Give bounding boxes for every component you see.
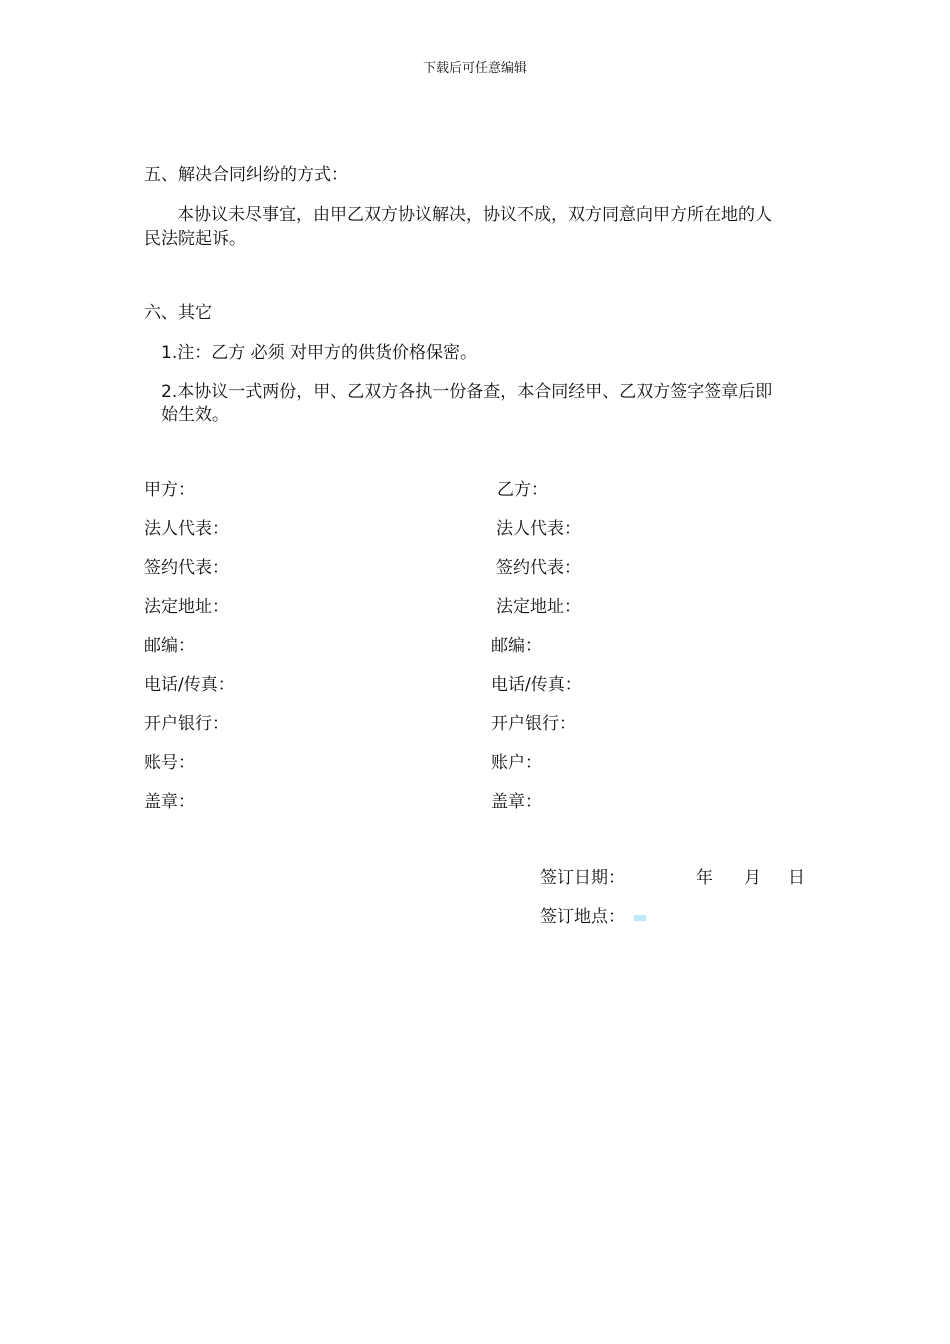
signing-day-label: 日 <box>788 868 805 888</box>
field-highlight-mark <box>634 915 646 921</box>
party-a-seal-label: 盖章： <box>144 792 195 812</box>
section6-item2-line2: 始生效。 <box>161 405 229 425</box>
party-b-account-label: 账户： <box>491 753 542 773</box>
section5-body-line1: 本协议未尽事宜，由甲乙双方协议解决，协议不成，双方同意向甲方所在地的人 <box>177 205 772 225</box>
party-b-signing-rep-label: 签约代表： <box>496 558 581 578</box>
party-b-postcode-label: 邮编： <box>491 636 542 656</box>
party-a-legal-rep-label: 法人代表： <box>144 519 229 539</box>
signing-month-label: 月 <box>744 868 761 888</box>
section5-body-line2: 民法院起诉。 <box>144 229 246 249</box>
party-a-signing-rep-label: 签约代表： <box>144 558 229 578</box>
party-b-bank-label: 开户银行： <box>491 714 576 734</box>
section5-heading: 五、解决合同纠纷的方式： <box>144 165 348 185</box>
party-a-address-label: 法定地址： <box>144 597 229 617</box>
signing-place-label: 签订地点： <box>540 907 625 927</box>
party-a-bank-label: 开户银行： <box>144 714 229 734</box>
party-a-name-label: 甲方： <box>144 480 195 500</box>
party-a-phone-fax-label: 电话/传真： <box>144 675 235 695</box>
party-b-seal-label: 盖章： <box>491 792 542 812</box>
party-b-legal-rep-label: 法人代表： <box>496 519 581 539</box>
section6-item2-line1: 2.本协议一式两份，甲、乙双方各执一份备查，本合同经甲、乙双方签字签章后即 <box>161 382 773 402</box>
signing-place-row <box>540 905 646 929</box>
section6-heading: 六、其它 <box>144 303 212 323</box>
party-b-phone-fax-label: 电话/传真： <box>491 675 582 695</box>
header-note: 下载后可任意编辑 <box>422 61 527 76</box>
section6-item1: 1.注：乙方 必须 对甲方的供货价格保密。 <box>161 343 478 363</box>
party-a-postcode-label: 邮编： <box>144 636 195 656</box>
party-a-account-label: 账号： <box>144 753 195 773</box>
signing-year-label: 年 <box>696 868 713 888</box>
party-b-address-label: 法定地址： <box>496 597 581 617</box>
party-b-name-label: 乙方： <box>497 480 548 500</box>
signing-date-label: 签订日期： <box>540 868 625 888</box>
